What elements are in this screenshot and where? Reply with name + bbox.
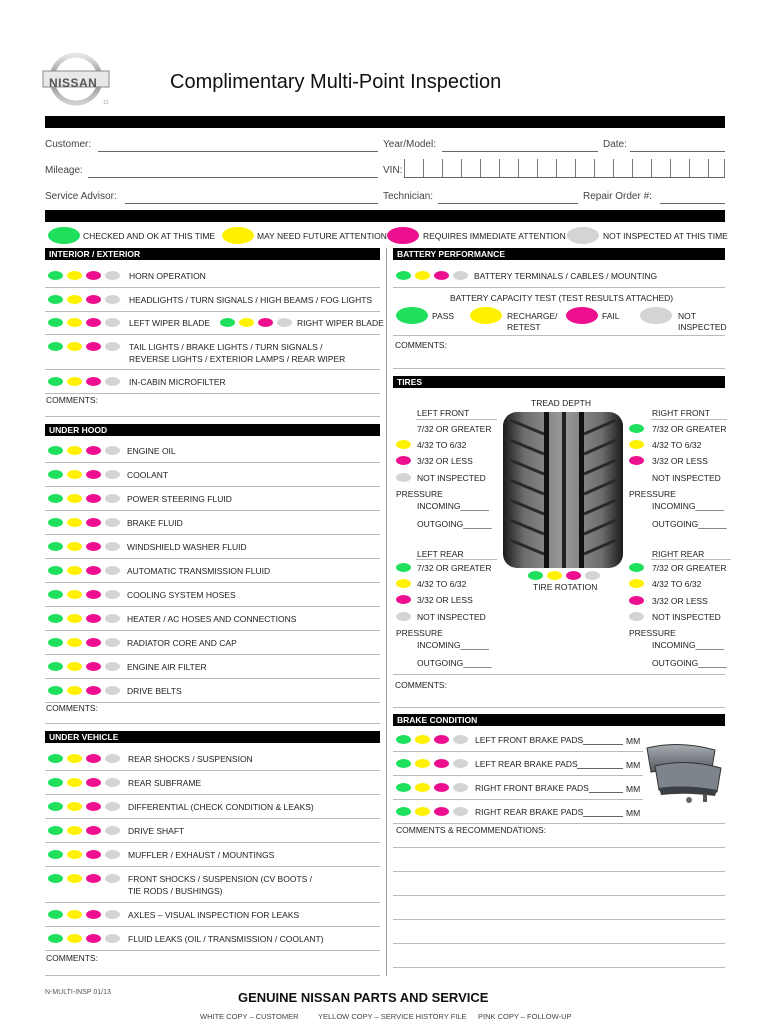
rating-underhood-9[interactable] xyxy=(48,662,128,672)
battery-comments-label: COMMENTS: xyxy=(395,340,447,350)
item-label: RADIATOR CORE AND CAP xyxy=(127,638,237,648)
right-wiper-label: RIGHT WIPER BLADE xyxy=(297,318,384,328)
lf-less-dot[interactable] xyxy=(396,456,411,465)
lf-less: 3/32 OR LESS xyxy=(417,456,473,466)
item-label: IN-CABIN MICROFILTER xyxy=(129,377,226,387)
lr-mid: 4/32 TO 6/32 xyxy=(417,579,467,589)
rating-axles[interactable] xyxy=(48,910,128,920)
rating-underhood-0[interactable] xyxy=(48,446,128,456)
lr-incoming[interactable]: INCOMING______ xyxy=(417,640,489,650)
item-label: HORN OPERATION xyxy=(129,271,206,281)
item-label: COOLANT xyxy=(127,470,169,480)
battery-comments-field[interactable] xyxy=(393,368,725,369)
brake-lr-field[interactable] xyxy=(577,768,623,769)
item-label: ENGINE OIL xyxy=(127,446,176,456)
rating-underhood-2[interactable] xyxy=(48,494,128,504)
item-label: HEADLIGHTS / TURN SIGNALS / HIGH BEAMS / FOG LIGHTS xyxy=(129,295,373,305)
brake-comments-line-4[interactable] xyxy=(393,919,725,920)
ok-legend-icon xyxy=(48,227,80,244)
rating-left-front-brake[interactable] xyxy=(396,735,476,745)
item-label: WINDSHIELD WASHER FLUID xyxy=(127,542,247,552)
rating-drive-shaft[interactable] xyxy=(48,826,128,836)
service-advisor-field[interactable] xyxy=(125,203,378,204)
item-label-line2: TIE RODS / BUSHINGS) xyxy=(128,886,223,896)
rr-less-dot[interactable] xyxy=(629,596,644,605)
rating-rear-subframe[interactable] xyxy=(48,778,128,788)
footer-tagline: GENUINE NISSAN PARTS AND SERVICE xyxy=(238,990,489,1005)
legend-not-inspected: NOT INSPECTED AT THIS TIME xyxy=(603,231,728,241)
item-label: DIFFERENTIAL (CHECK CONDITION & LEAKS) xyxy=(128,802,314,812)
battery-capacity-label: BATTERY CAPACITY TEST (TEST RESULTS ATTACHED) xyxy=(450,293,674,303)
rating-horn[interactable] xyxy=(48,271,128,281)
legend-bar xyxy=(45,210,725,222)
brake-comments-line-5[interactable] xyxy=(393,943,725,944)
rf-pressure: PRESSURE xyxy=(629,489,676,499)
rating-underhood-1[interactable] xyxy=(48,470,128,480)
item-label: DRIVE SHAFT xyxy=(128,826,185,836)
rating-rear-shocks[interactable] xyxy=(48,754,128,764)
white-copy: WHITE COPY – CUSTOMER xyxy=(200,1012,299,1021)
rating-tire-rotation[interactable] xyxy=(528,571,608,581)
rating-right-front-brake[interactable] xyxy=(396,783,476,793)
vin-label: VIN: xyxy=(383,165,403,176)
year-model-field[interactable] xyxy=(442,151,598,152)
rating-left-wiper[interactable] xyxy=(48,318,128,328)
underhood-comments-label: COMMENTS: xyxy=(46,703,98,713)
yellow-copy: YELLOW COPY – SERVICE HISTORY FILE xyxy=(318,1012,467,1021)
tire-tread-image xyxy=(500,412,626,568)
service-advisor-label: Service Advisor: xyxy=(45,191,117,202)
immediate-legend-icon xyxy=(387,227,419,244)
battery-terminals-label: BATTERY TERMINALS / CABLES / MOUNTING xyxy=(474,271,658,281)
rr-outgoing[interactable]: OUTGOING______ xyxy=(652,658,727,668)
left-front-label: LEFT FRONT xyxy=(417,408,470,418)
battery-retest-label: RETEST xyxy=(507,322,541,332)
nissan-logo-text: NISSAN xyxy=(49,76,98,90)
rr-mid: 4/32 TO 6/32 xyxy=(652,579,702,589)
brake-label: RIGHT FRONT BRAKE PADS xyxy=(475,783,589,793)
lf-not-inspected: NOT INSPECTED xyxy=(417,473,486,483)
lr-pressure: PRESSURE xyxy=(396,628,443,638)
brake-rr-field[interactable] xyxy=(583,816,623,817)
date-field[interactable] xyxy=(630,151,725,152)
brake-label: RIGHT REAR BRAKE PADS xyxy=(475,807,584,817)
legend-future: MAY NEED FUTURE ATTENTION xyxy=(257,231,387,241)
item-label: REAR SHOCKS / SUSPENSION xyxy=(128,754,253,764)
rating-underhood-8[interactable] xyxy=(48,638,128,648)
future-legend-icon xyxy=(222,227,254,244)
lr-not-dot[interactable] xyxy=(396,612,411,621)
vin-boxes xyxy=(404,159,725,177)
rating-right-wiper[interactable] xyxy=(220,318,300,328)
brake-comments-line-2[interactable] xyxy=(393,871,725,872)
column-divider xyxy=(386,248,387,976)
rating-fluid-leaks[interactable] xyxy=(48,934,128,944)
item-label: ENGINE AIR FILTER xyxy=(127,662,207,672)
brake-label: LEFT FRONT BRAKE PADS xyxy=(475,735,584,745)
under-hood-header: UNDER HOOD xyxy=(45,424,380,436)
tires-comments-field[interactable] xyxy=(393,707,725,708)
lf-greater: 7/32 OR GREATER xyxy=(417,424,492,434)
legend-ok: CHECKED AND OK AT THIS TIME xyxy=(83,231,216,241)
year-model-label: Year/Model: xyxy=(383,139,436,150)
lr-not-inspected: NOT INSPECTED xyxy=(417,612,486,622)
lf-outgoing[interactable]: OUTGOING______ xyxy=(417,519,492,529)
form-code: N-MULTI-INSP 01/13 xyxy=(45,989,111,996)
brake-label: LEFT REAR BRAKE PADS xyxy=(475,759,578,769)
not-inspected-legend-icon xyxy=(567,227,599,244)
lr-greater: 7/32 OR GREATER xyxy=(417,563,492,573)
battery-header: BATTERY PERFORMANCE xyxy=(393,248,725,260)
rating-underhood-6[interactable] xyxy=(48,590,128,600)
battery-inspected-label: INSPECTED xyxy=(678,322,727,332)
rating-right-rear-brake[interactable] xyxy=(396,807,476,817)
page-title: Complimentary Multi-Point Inspection xyxy=(170,71,502,93)
rf-mid-dot[interactable] xyxy=(629,440,644,449)
item-label: BRAKE FLUID xyxy=(127,518,183,528)
rating-microfilter[interactable] xyxy=(48,377,128,387)
rating-underhood-5[interactable] xyxy=(48,566,128,576)
rr-incoming[interactable]: INCOMING______ xyxy=(652,640,724,650)
tires-comments-label: COMMENTS: xyxy=(395,680,447,690)
right-front-label: RIGHT FRONT xyxy=(652,408,710,418)
rf-outgoing[interactable]: OUTGOING______ xyxy=(652,519,727,529)
brake-comments-label: COMMENTS & RECOMMENDATIONS: xyxy=(396,825,547,835)
battery-pass-option[interactable] xyxy=(396,307,428,324)
item-label: REAR SUBFRAME xyxy=(128,778,202,788)
right-rear-label: RIGHT REAR xyxy=(652,549,705,559)
tires-header: TIRES xyxy=(393,376,725,388)
brake-unit: MM xyxy=(626,736,641,746)
rf-incoming[interactable]: INCOMING______ xyxy=(652,501,724,511)
item-label: HEATER / AC HOSES AND CONNECTIONS xyxy=(127,614,297,624)
brake-lf-field[interactable] xyxy=(583,744,623,745)
battery-recharge-option[interactable] xyxy=(470,307,502,324)
item-label: TAIL LIGHTS / BRAKE LIGHTS / TURN SIGNALS / xyxy=(129,342,323,352)
brake-unit: MM xyxy=(626,784,641,794)
rr-greater-dot[interactable] xyxy=(629,563,644,572)
item-label: LEFT WIPER BLADE xyxy=(129,318,211,328)
rf-mid: 4/32 TO 6/32 xyxy=(652,440,702,450)
technician-field[interactable] xyxy=(438,203,578,204)
underhood-comments-field[interactable] xyxy=(45,723,380,724)
battery-fail-label: FAIL xyxy=(602,311,620,321)
battery-not-inspected-option[interactable] xyxy=(640,307,672,324)
interior-comments-label: COMMENTS: xyxy=(46,395,98,405)
rf-less-dot[interactable] xyxy=(629,456,644,465)
rf-less: 3/32 OR LESS xyxy=(652,456,708,466)
item-label: AUTOMATIC TRANSMISSION FLUID xyxy=(127,566,271,576)
lr-mid-dot[interactable] xyxy=(396,579,411,588)
under-vehicle-header: UNDER VEHICLE xyxy=(45,731,380,743)
rating-differential[interactable] xyxy=(48,802,128,812)
rating-muffler[interactable] xyxy=(48,850,128,860)
mileage-field[interactable] xyxy=(88,177,378,178)
left-rear-label: LEFT REAR xyxy=(417,549,464,559)
brake-comments-line-1[interactable] xyxy=(393,847,725,848)
rating-underhood-3[interactable] xyxy=(48,518,128,528)
customer-field[interactable] xyxy=(98,151,378,152)
interior-exterior-header: INTERIOR / EXTERIOR xyxy=(45,248,380,260)
brake-pads-image xyxy=(641,740,726,806)
item-label: COOLING SYSTEM HOSES xyxy=(127,590,236,600)
rr-less: 3/32 OR LESS xyxy=(652,596,708,606)
rating-tail-lights[interactable] xyxy=(48,342,128,352)
brake-comments-line-3[interactable] xyxy=(393,895,725,896)
undervehicle-comments-field[interactable] xyxy=(45,975,380,976)
battery-not-label: NOT xyxy=(678,311,696,321)
customer-label: Customer: xyxy=(45,139,92,150)
rr-not-inspected: NOT INSPECTED xyxy=(652,612,721,622)
rf-greater: 7/32 OR GREATER xyxy=(652,424,727,434)
rr-greater: 7/32 OR GREATER xyxy=(652,563,727,573)
brake-comments-line-6[interactable] xyxy=(393,967,725,968)
rating-headlights[interactable] xyxy=(48,295,128,305)
item-label: FRONT SHOCKS / SUSPENSION (CV BOOTS / xyxy=(128,874,313,884)
item-label: POWER STEERING FLUID xyxy=(127,494,232,504)
rr-pressure: PRESSURE xyxy=(629,628,676,638)
lr-less-dot[interactable] xyxy=(396,595,411,604)
brake-rf-field[interactable] xyxy=(589,792,623,793)
battery-recharge-label: RECHARGE/ xyxy=(507,311,558,321)
item-label: AXLES – VISUAL INSPECTION FOR LEAKS xyxy=(128,910,300,920)
rf-greater-dot[interactable] xyxy=(629,424,644,433)
title-bar xyxy=(45,116,725,128)
tire-rotation-label: TIRE ROTATION xyxy=(533,582,598,592)
repair-order-field[interactable] xyxy=(660,203,725,204)
tread-depth-label: TREAD DEPTH xyxy=(531,398,591,408)
rating-left-rear-brake[interactable] xyxy=(396,759,476,769)
rr-not-dot[interactable] xyxy=(629,612,644,621)
rating-underhood-10[interactable] xyxy=(48,686,128,696)
rating-underhood-7[interactable] xyxy=(48,614,128,624)
lf-incoming[interactable]: INCOMING______ xyxy=(417,501,489,511)
lf-mid-dot[interactable] xyxy=(396,440,411,449)
brake-header: BRAKE CONDITION xyxy=(393,714,725,726)
rf-not-inspected: NOT INSPECTED xyxy=(652,473,721,483)
rating-front-shocks[interactable] xyxy=(48,874,128,884)
brake-unit: MM xyxy=(626,808,641,818)
lf-pressure: PRESSURE xyxy=(396,489,443,499)
item-label: FLUID LEAKS (OIL / TRANSMISSION / COOLANT) xyxy=(128,934,324,944)
lf-mid: 4/32 TO 6/32 xyxy=(417,440,467,450)
lr-outgoing[interactable]: OUTGOING______ xyxy=(417,658,492,668)
vin-field[interactable] xyxy=(404,177,725,178)
rating-underhood-4[interactable] xyxy=(48,542,128,552)
legend-immediate: REQUIRES IMMEDIATE ATTENTION xyxy=(423,231,566,241)
mileage-label: Mileage: xyxy=(45,165,83,176)
battery-pass-label: PASS xyxy=(432,311,455,321)
date-label: Date: xyxy=(603,139,627,150)
brake-unit: MM xyxy=(626,760,641,770)
item-label: MUFFLER / EXHAUST / MOUNTINGS xyxy=(128,850,275,860)
undervehicle-comments-label: COMMENTS: xyxy=(46,953,98,963)
pink-copy: PINK COPY – FOLLOW-UP xyxy=(478,1012,572,1021)
lr-less: 3/32 OR LESS xyxy=(417,595,473,605)
item-label-line2: REVERSE LIGHTS / EXTERIOR LAMPS / REAR WIPER xyxy=(129,354,346,364)
item-label: DRIVE BELTS xyxy=(127,686,182,696)
rr-mid-dot[interactable] xyxy=(629,579,644,588)
interior-comments-field[interactable] xyxy=(45,416,380,417)
battery-fail-option[interactable] xyxy=(566,307,598,324)
technician-label: Technician: xyxy=(383,191,434,202)
rating-battery-terminals[interactable] xyxy=(396,271,476,281)
lf-not-dot[interactable] xyxy=(396,473,411,482)
repair-order-label: Repair Order #: xyxy=(583,191,652,202)
lr-greater-dot[interactable] xyxy=(396,563,411,572)
